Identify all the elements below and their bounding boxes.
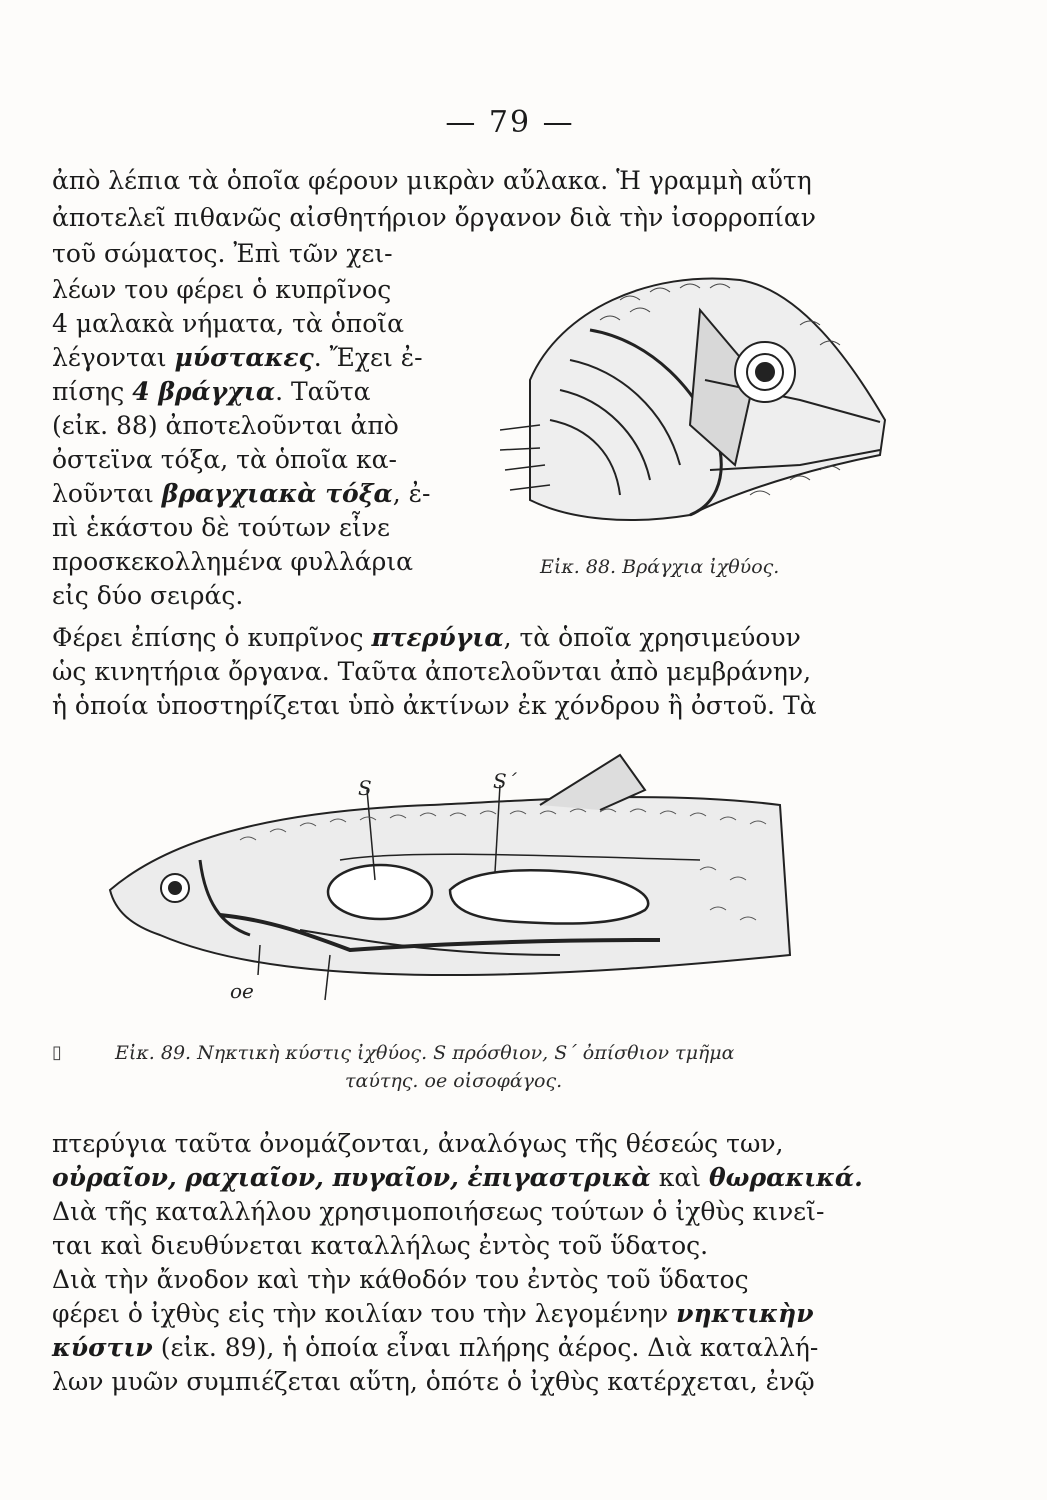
text-line: ται καὶ διευθύνεται καταλλήλως ἐντὸς τοῦ ὕδατος. — [52, 1231, 709, 1260]
text-line: (εἰκ. 88) ἀποτελοῦνται ἀπὸ — [52, 411, 399, 440]
text-line: ἡ ὁποία ὑποστηρίζεται ὑπὸ ἀκτίνων ἐκ χόνδρου ἢ ὀστοῦ. Τὰ — [52, 691, 817, 720]
text-line: ἀπὸ λέπια τὰ ὁποῖα φέρουν μικρὰν αὔλακα. Ἡ γραμμὴ αὕτη — [52, 166, 812, 195]
text-line: λων μυῶν συμπιέζεται αὕτη, ὁπότε ὁ ἰχθὺς κατέρχεται, ἐνῷ — [52, 1367, 815, 1396]
text-line: ὀστεϊνα τόξα, τὰ ὁποῖα κα- — [52, 445, 397, 474]
text-line: λοῦνται βραγχιακὰ τόξα, ἐ- — [52, 479, 431, 508]
text-line: πτερύγια ταῦτα ὀνομάζονται, ἀναλόγως τῆς θέσεώς των, — [52, 1129, 784, 1158]
page-number: — 79 — — [445, 105, 575, 140]
text-line: πίσης 4 βράγχια. Ταῦτα — [52, 377, 371, 406]
text-line: προσκεκολλημένα φυλλάρια — [52, 547, 414, 576]
text-line: κύστιν (εἰκ. 89), ἡ ὁποία εἶναι πλήρης ἀέρος. Διὰ καταλλή- — [52, 1333, 819, 1362]
text-line: λέων του φέρει ὁ κυπρῖνος — [52, 275, 392, 304]
figure-88-caption: Εἰκ. 88. Βράγχια ἰχθύος. — [540, 556, 780, 578]
scan-mark: ▯ — [52, 1042, 62, 1063]
text-line: οὐραῖον, ραχιαῖον, πυγαῖον, ἐπιγαστρικὰ καὶ θωρακικά. — [52, 1163, 863, 1192]
label-s: S — [358, 776, 372, 800]
text-line: Διὰ τῆς καταλλήλου χρησιμοποιήσεως τούτων ὁ ἰχθὺς κινεῖ- — [52, 1197, 825, 1226]
text-line: Διὰ τὴν ἄνοδον καὶ τὴν κάθοδόν του ἐντὸς τοῦ ὕδατος — [52, 1265, 749, 1294]
figure-89-swim-bladder — [100, 750, 840, 1020]
text-line: λέγονται μύστακες. Ἔχει ἐ- — [52, 343, 423, 372]
figure-89-caption-cont: ταύτης. oe οἰσοφάγος. — [345, 1070, 563, 1092]
figure-89-caption: Εἰκ. 89. Νηκτικὴ κύστις ἰχθύος. S πρόσθιον, S´ ὀπίσθιον τμῆμα — [115, 1042, 735, 1064]
text-line: τοῦ σώματος. Ἐπὶ τῶν χει- — [52, 239, 393, 268]
text-line: 4 μαλακὰ νήματα, τὰ ὁποῖα — [52, 309, 404, 338]
label-s-prime: S´ — [493, 769, 517, 793]
label-oe: oe — [230, 979, 254, 1003]
text-line: Φέρει ἐπίσης ὁ κυπρῖνος πτερύγια, τὰ ὁποῖα χρησιμεύουν — [52, 623, 801, 652]
text-line: πὶ ἑκάστου δὲ τούτων εἶνε — [52, 513, 390, 542]
text-line: εἰς δύο σειράς. — [52, 581, 244, 610]
text-line: ἀποτελεῖ πιθανῶς αἰσθητήριον ὄργανον διὰ τὴν ἰσορροπίαν — [52, 203, 816, 232]
text-line: φέρει ὁ ἰχθὺς εἰς τὴν κοιλίαν του τὴν λεγομένην νηκτικὴν — [52, 1299, 814, 1328]
text-line: ὡς κινητήρια ὄργανα. Ταῦτα ἀποτελοῦνται ἀπὸ μεμβράνην, — [52, 657, 812, 686]
figure-88-gills — [500, 250, 890, 550]
